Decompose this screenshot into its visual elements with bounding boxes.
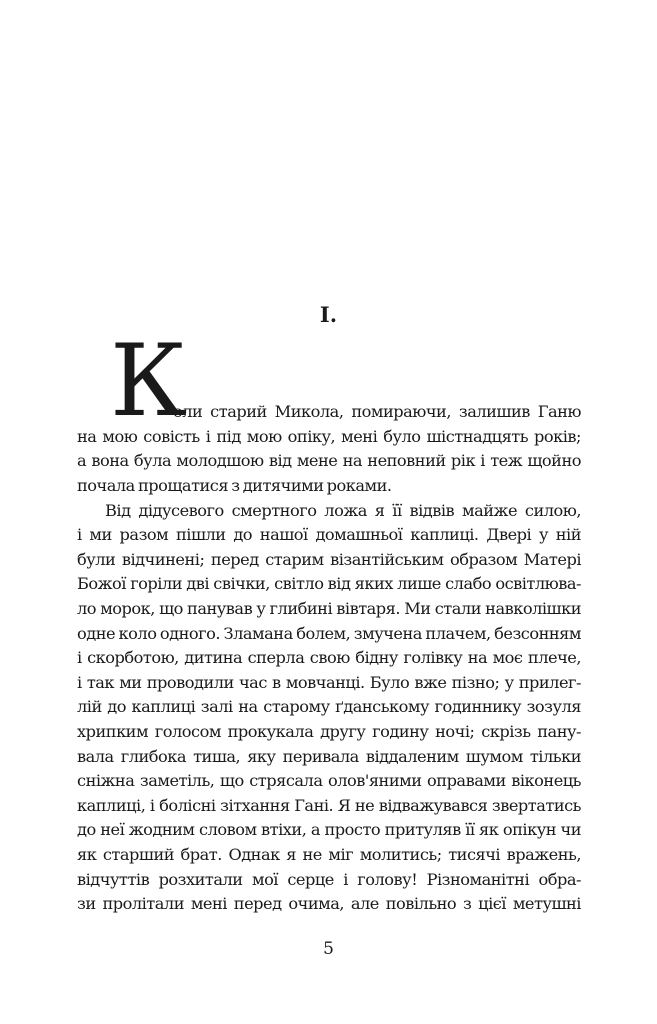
- text-line: і скорботою, дитина сперла свою бідну голівку на моє плече,: [77, 648, 581, 667]
- text-line: як старший брат. Однак я не міг молитись; тисячі вражень,: [77, 845, 581, 864]
- text-line: зи пролітали мені перед очима, але повільно з цієї метушні: [77, 894, 581, 913]
- drop-cap: К: [110, 324, 187, 439]
- text-line: лій до каплиці залі на старому ґданському годиннику зозуля: [77, 697, 581, 716]
- text-line: Від дідусевого смертного ложа я її відвів майже силою,: [105, 501, 581, 520]
- text-line: оли старий Микола, помираючи, залишив Ганю: [173, 402, 581, 421]
- text-line: ло морок, що панував у глибині вівтаря. Ми стали навколішки: [77, 599, 581, 618]
- text-line: хрипким голосом прокукала другу годину ночі; скрізь пану-: [77, 722, 581, 741]
- text-line: на мою совість і під мою опіку, мені було шістнадцять років;: [77, 427, 581, 446]
- text-line: і так ми проводили час в мовчанці. Було вже пізно; у прилег-: [77, 673, 581, 692]
- text-line: а вона була молодшою від мене на неповний рік і теж щойно: [77, 451, 581, 470]
- text-line: вала глибока тиша, яку перивала віддаленим шумом тільки: [77, 747, 581, 766]
- text-line: були відчинені; перед старим візантійським образом Матері: [77, 550, 581, 569]
- text-line: почала прощатися з дитячими роками.: [77, 476, 392, 495]
- text-line: каплиці, і болісні зітхання Гані. Я не відважувався звертатись: [77, 796, 581, 815]
- text-line: і ми разом пішли до нашої домашньої каплиці. Двері у ній: [77, 525, 581, 544]
- page-number: 5: [323, 939, 334, 959]
- text-line: відчуттів розхитали мої серце і голову! Різноманітні обра-: [77, 870, 581, 889]
- text-line: сніжна заметіль, що стрясала олов'яними оправами віконець: [77, 771, 581, 790]
- text-line: одне коло одного. Зламана болем, змучена плачем, безсонням: [77, 624, 581, 643]
- text-line: Божої горіли дві свічки, світло від яких лише слабо освітлюва-: [77, 574, 581, 593]
- text-line: до неї жодним словом втіхи, а просто притуляв її як опікун чи: [77, 820, 581, 839]
- chapter-heading: I.: [319, 302, 338, 327]
